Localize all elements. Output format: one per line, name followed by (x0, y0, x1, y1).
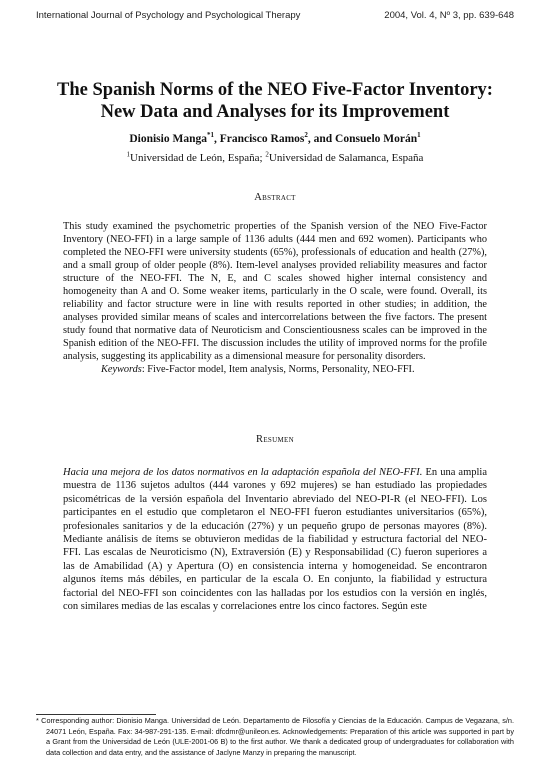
resumen-heading: Resumen (256, 434, 294, 445)
author-3-marker: 1 (417, 131, 421, 140)
footnote-text: * Corresponding author: Dionisio Manga. Universidad de León. Departamento de Filosofía y Ciencias de la Educación. Campus de Vegazana, s/n. 24071 León, España. Fax: 34-987-291-135. E-mail: dfcdmr@unileon.es. Acknowledgements: Preparation of this article was supported in part by a Grant from the Universidad de León (ULE-2001-06 B) to the first author. We thank a dedicated group of undergraduates for collaboration with data collection and data entry, and the assistance of Jaclyne Manzy in preparing the manuscript. (36, 716, 514, 757)
footnote (36, 716, 514, 758)
abstract-heading: Abstract (254, 192, 296, 203)
resumen-content: En una amplia muestra de 1136 sujetos adultos (444 varones y 692 mujeres) se han estudiado las propiedades psicométricas de la versión española del Inventario abreviado del NEO-PI-R (el NEO-FFI). Los participantes en el estudio que completaron el NEO-FFI fueron estudiantes universitarios (65%), profesionales sanitarios y de la educación (27%) y un pequeño grupo de personas mayores (8%). Mediante análisis de ítems se obtuvieron medidas de la fiabilidad y estructura factorial del NEO-FFI. Las escalas de Neuroticismo (N), Extraversión (E) y Responsabilidad (C) fueron superiores a las de Amabilidad (A) y Apertura (O) en consistencia interna y homogeneidad. Se encontraron algunos ítems más débiles, en particular de la escala O. En conjunto, la fiabilidad y estructura factorial del NEO-FFI son coincidentes con las halladas por los estudios con la versión en inglés, con similares medias de las escalas y correlaciones entre los cinco factores. Según este (63, 467, 487, 613)
resumen-text (63, 466, 487, 613)
keywords (63, 363, 487, 376)
affiliation-1-marker: 1 (126, 150, 131, 159)
affiliations (20, 152, 530, 164)
author-3: Consuelo Morán (335, 133, 418, 145)
paper-title (20, 79, 530, 123)
author-separator: , and (307, 133, 336, 145)
citation: 2004, Vol. 4, Nº 3, pp. 639-648 (384, 10, 514, 21)
keywords-list: : Five-Factor model, Item analysis, Norms, Personality, NEO-FFI. (141, 364, 415, 375)
keywords-label: Keywords (101, 364, 142, 375)
resumen-body (63, 466, 487, 613)
title-line-1: The Spanish Norms of the NEO Five-Factor Inventory: (57, 80, 493, 100)
author-2-marker: 2 (304, 131, 308, 140)
author-1: Dionisio Manga (129, 133, 207, 145)
journal-name: International Journal of Psychology and Psychological Therapy (36, 10, 301, 21)
author-1-marker: *1 (206, 131, 214, 140)
author-2: Francisco Ramos (219, 133, 305, 145)
abstract-text: This study examined the psychometric properties of the Spanish version of the NEO Five-Factor Inventory (NEO-FFI) in a large sample of 1136 adults (444 men and 692 women). Participants who completed the NEO-FFI were university students (65%), professionals of education and health (27%), and a small group of older people (8%). Item-level analyses provided reliability measures and factor structure of the NEO-FFI. The N, E, and C scales showed higher internal consistency and homogeneity than A and O. Some weaker items, particularly in the O scale, were found. Overall, its reliability and factor structure were in line with results reported in other studies; in addition, the analyses provided similar means of scales and intercorrelations between the five factors. The present study found that normative data of Neuroticism and Conscientiousness scales can be improved in the Spanish edition of the NEO-FFI. The discussion includes the utility of improved norms for the profile analysis, suggesting its applicability as a dimensional measure for personality disorders. (63, 221, 487, 362)
running-header (36, 10, 514, 21)
affiliation-2-marker: 2 (265, 150, 269, 159)
affiliation-2: Universidad de Salamanca, España (268, 152, 424, 164)
author-separator: , (213, 133, 220, 145)
footnote-divider (36, 714, 156, 715)
author-list (20, 133, 530, 145)
abstract-body (63, 220, 487, 376)
resumen-title: Hacia una mejora de los datos normativos en la adaptación española del NEO-FFI. (63, 467, 423, 478)
title-line-2: New Data and Analyses for its Improvement (100, 102, 450, 122)
affiliation-1: Universidad de León, España; (130, 152, 266, 164)
